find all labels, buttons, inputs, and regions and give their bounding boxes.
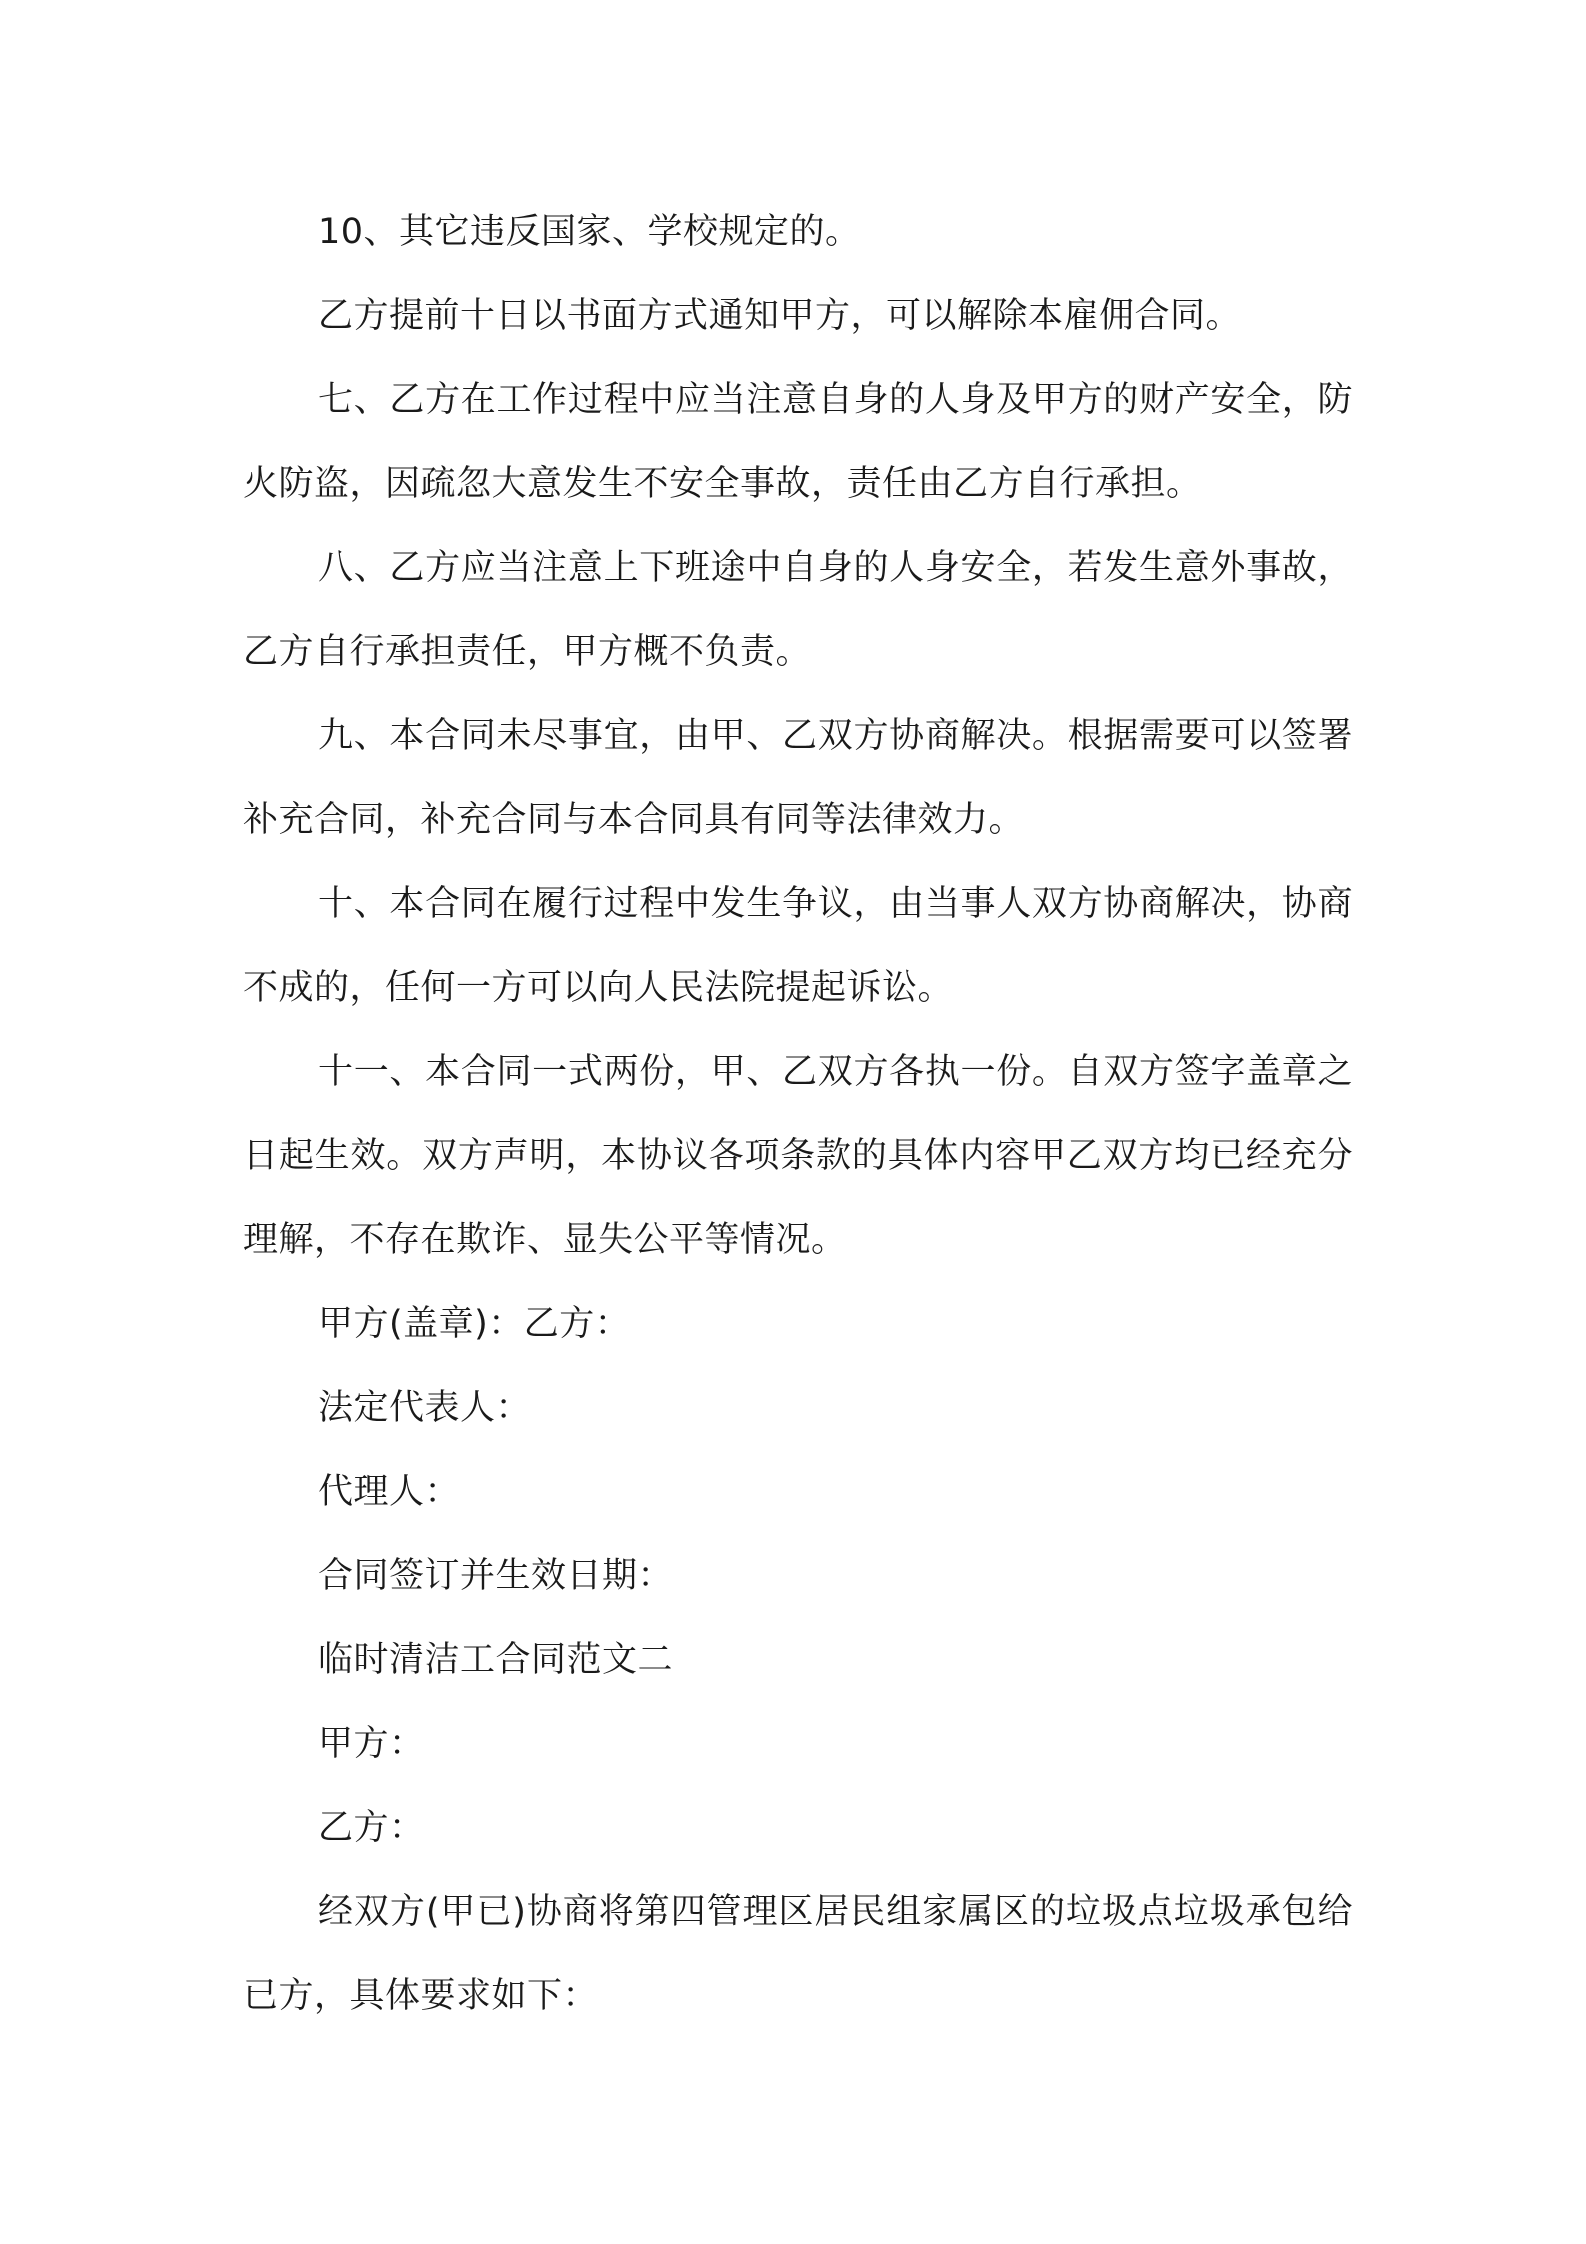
- agent-line: 代理人：: [318, 1472, 461, 1512]
- legal-representative-line: 法定代表人：: [318, 1388, 532, 1428]
- contract-intro-paragraph: 经双方(甲已)协商将第四管理区居民组家属区的垃圾点垃圾承包给已方，具体要求如下：: [243, 1892, 1353, 2016]
- party-a-line: 甲方：: [318, 1724, 425, 1764]
- clause-termination-notice: 乙方提前十日以书面方式通知甲方，可以解除本雇佣合同。: [318, 296, 1242, 336]
- clause-9-supplementary: 九、本合同未尽事宜，由甲、乙双方协商解决。根据需要可以签署补充合同，补充合同与本合同具有同等法律效力。: [243, 716, 1353, 840]
- party-b-line: 乙方：: [318, 1808, 425, 1848]
- clause-8-commute-safety: 八、乙方应当注意上下班途中自身的人身安全，若发生意外事故，乙方自行承担责任，甲方概不负责。: [243, 548, 1353, 672]
- signing-date-line: 合同签订并生效日期：: [318, 1556, 674, 1596]
- clause-10-school-rules: 10、其它违反国家、学校规定的。: [318, 212, 861, 252]
- clause-11-effectiveness: 十一、本合同一式两份，甲、乙双方各执一份。自双方签字盖章之日起生效。双方声明，本协议各项条款的具体内容甲乙双方均已经充分理解，不存在欺诈、显失公平等情况。: [243, 1052, 1353, 1260]
- clause-10-disputes: 十、本合同在履行过程中发生争议，由当事人双方协商解决，协商不成的，任何一方可以向人民法院提起诉讼。: [243, 884, 1353, 1008]
- clause-7-safety: 七、乙方在工作过程中应当注意自身的人身及甲方的财产安全，防火防盗，因疏忽大意发生不安全事故，责任由乙方自行承担。: [243, 380, 1353, 504]
- sample-two-title: 临时清洁工合同范文二: [318, 1640, 674, 1680]
- document-body: [243, 190, 1353, 2038]
- party-a-seal-party-b-line: 甲方(盖章)：乙方：: [318, 1304, 631, 1344]
